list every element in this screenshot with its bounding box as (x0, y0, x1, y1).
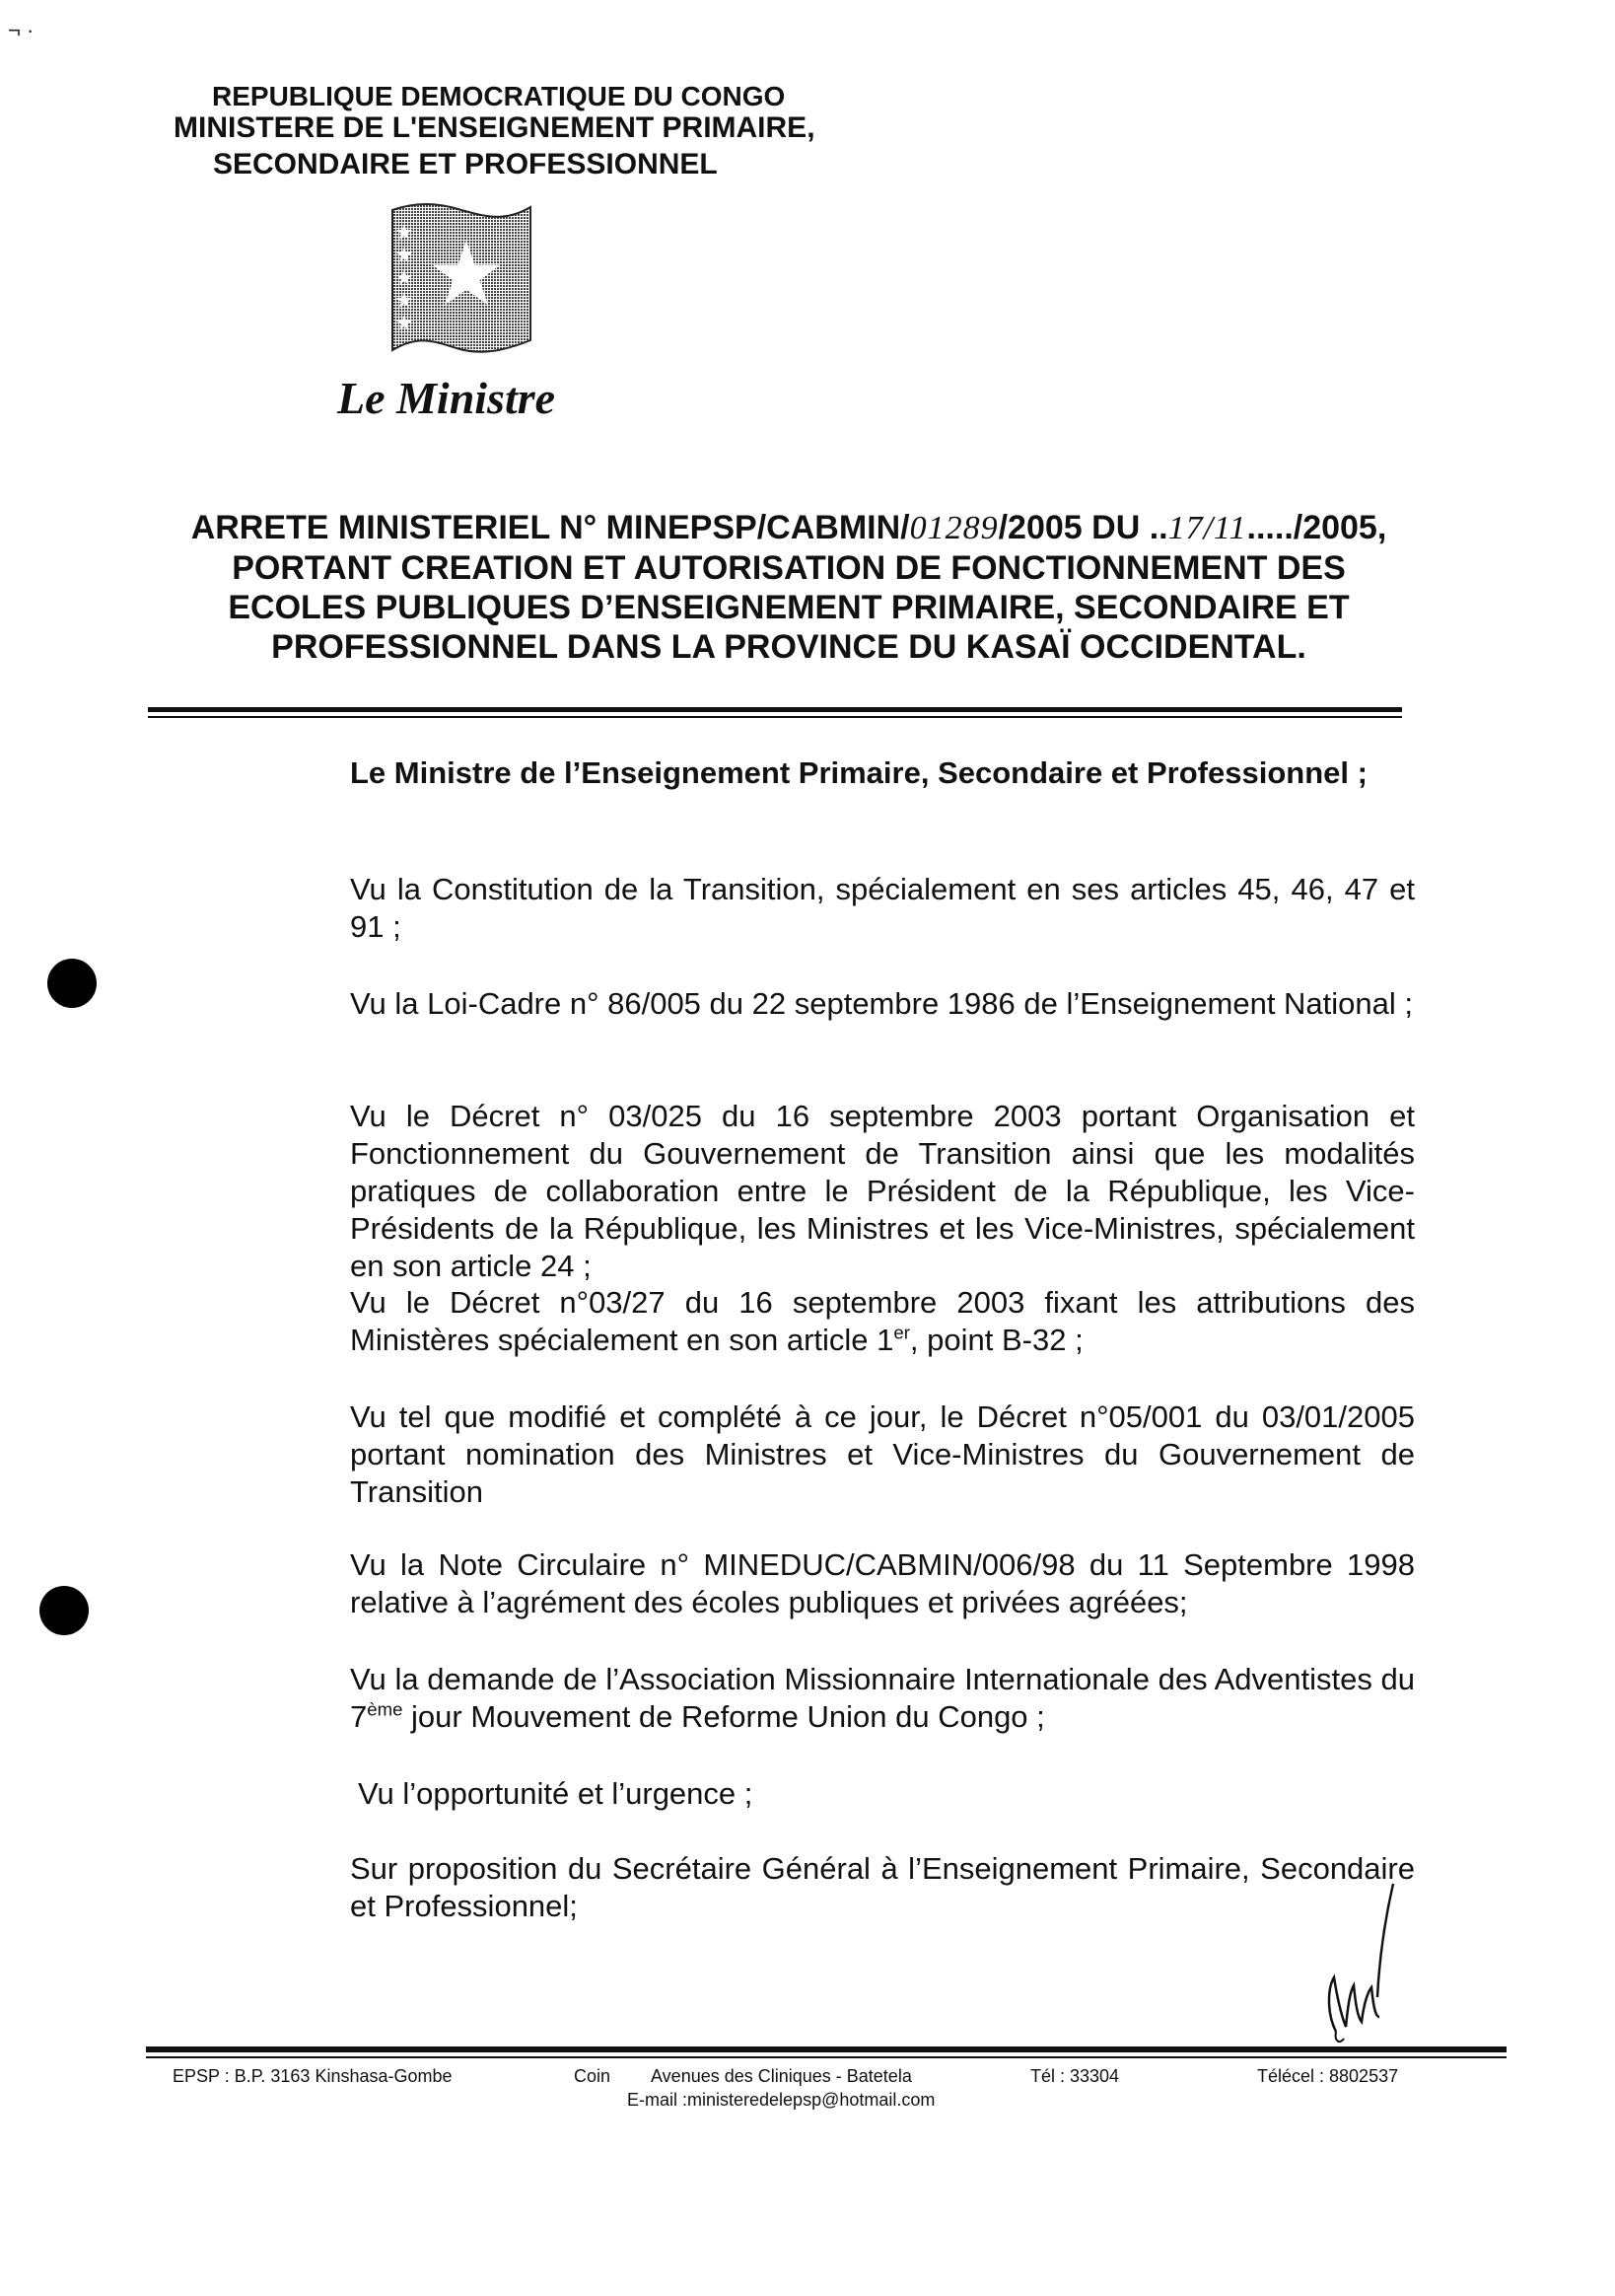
decree-suffix: ...../2005, (1246, 509, 1387, 546)
decree-number-handwritten: 01289 (909, 510, 999, 546)
preamble-p4 (173, 1284, 1415, 1359)
preamble-p6-text: Vu la Note Circulaire n° MINEDUC/CABMIN/006/98 du 11 Septembre 1998 relative à l’agrément des écoles publiques et privées agréées; (350, 1547, 1415, 1619)
preamble-p7 (173, 1661, 1415, 1736)
footer-coin: Coin (574, 2066, 611, 2086)
footer-telecel: Télécel : 8802537 (1257, 2066, 1399, 2086)
decree-title-line2: PORTANT CREATION ET AUTORISATION DE FONCTIONNEMENT DES (232, 549, 1346, 587)
footer-avenue: Avenues des Cliniques - Batetela (651, 2066, 912, 2086)
preamble-p9-text: Sur proposition du Secrétaire Général à l’Enseignement Primaire, Secondaire et Professionnel; (350, 1851, 1415, 1923)
decree-date-handwritten: 17/11 (1167, 510, 1247, 546)
preamble-p3 (173, 1098, 1415, 1285)
scan-mark-text: ¬ · (8, 18, 35, 42)
p7-superscript: ème (367, 1698, 403, 1720)
decree-title-line4: PROFESSIONNEL DANS LA PROVINCE DU KASAÏ OCCIDENTAL. (271, 628, 1306, 666)
title-rule-thick (148, 707, 1402, 712)
preamble-p8-text: Vu l’opportunité et l’urgence ; (358, 1776, 753, 1811)
p4-after: , point B-32 ; (909, 1323, 1084, 1357)
preamble-p5 (173, 1399, 1415, 1511)
preamble-p1-text: Vu la Constitution de la Transition, spécialement en ses articles 45, 46, 47 et 91 ; (350, 872, 1415, 944)
preamble-p2-text: Vu la Loi-Cadre n° 86/005 du 22 septembre 1986 de l’Enseignement National ; (350, 986, 1414, 1021)
header-republic: REPUBLIQUE DEMOCRATIQUE DU CONGO (212, 81, 786, 111)
title-rule-thin (148, 716, 1402, 718)
preamble-p2 (173, 985, 1415, 1023)
decree-title-line3: ECOLES PUBLIQUES D’ENSEIGNEMENT PRIMAIRE, SECONDAIRE ET (228, 589, 1350, 626)
preamble-p1 (173, 871, 1415, 946)
preamble-p7-text (173, 1661, 1415, 1736)
decree-title (148, 508, 1430, 667)
coat-of-arms-emblem (387, 202, 535, 365)
decree-mid: /2005 DU .. (998, 509, 1168, 546)
header-ministry: MINISTERE DE L'ENSEIGNEMENT PRIMAIRE, (174, 111, 815, 144)
p7-after: jour Mouvement de Reforme Union du Congo ; (402, 1699, 1045, 1734)
decree-title-line1 (148, 508, 1430, 548)
scan-mark (8, 18, 34, 43)
preamble-p3-text: Vu le Décret n° 03/025 du 16 septembre 2003 portant Organisation et Fonctionnement du Gouvernement de Transition ainsi que les modalités pratiques de collaboration entre le Président de la République, les Vice-Présidents de la République, les Ministres et les Vice-Ministres, spécialement en son article 24 ; (350, 1099, 1415, 1283)
p4-superscript: er (893, 1322, 910, 1343)
footer-rule-thick (146, 2046, 1507, 2052)
minister-heading: Le Ministre (337, 373, 556, 423)
minister-title-text: Le Ministre de l’Enseignement Primaire, Secondaire et Professionnel ; (350, 755, 1368, 790)
footer-address: EPSP : B.P. 3163 Kinshasa-Gombe (173, 2066, 453, 2086)
p4-before: Vu le Décret n°03/27 du 16 septembre 2003 fixant les attributions des Ministères spécialement en son article 1 (350, 1285, 1415, 1357)
header-ministry-sub: SECONDAIRE ET PROFESSIONNEL (213, 148, 718, 180)
preamble-p6 (173, 1546, 1415, 1621)
preamble-p8 (173, 1775, 1415, 1813)
initials-signature-icon (1316, 1879, 1405, 2046)
handwritten-initials (1316, 1879, 1405, 2051)
footer-rule-thin (146, 2056, 1507, 2058)
preamble-p9 (173, 1850, 1415, 1925)
punch-hole-top (47, 959, 97, 1008)
preamble-p4-text (173, 1284, 1415, 1359)
flag-star-icon (387, 202, 535, 360)
minister-title-paragraph (173, 754, 1415, 792)
decree-prefix: ARRETE MINISTERIEL N° MINEPSP/CABMIN/ (190, 509, 910, 546)
preamble-p5-text: Vu tel que modifié et complété à ce jour, le Décret n°05/001 du 03/01/2005 portant nomination des Ministres et Vice-Ministres du Gouvernement de Transition (350, 1399, 1415, 1509)
footer-tel: Tél : 33304 (1030, 2066, 1120, 2086)
p7-before: Vu la demande de l’Association Missionnaire Internationale des Adventistes du 7 (350, 1662, 1415, 1734)
footer-email: E-mail :ministeredelepsp@hotmail.com (627, 2090, 936, 2110)
punch-hole-bottom (39, 1586, 89, 1635)
